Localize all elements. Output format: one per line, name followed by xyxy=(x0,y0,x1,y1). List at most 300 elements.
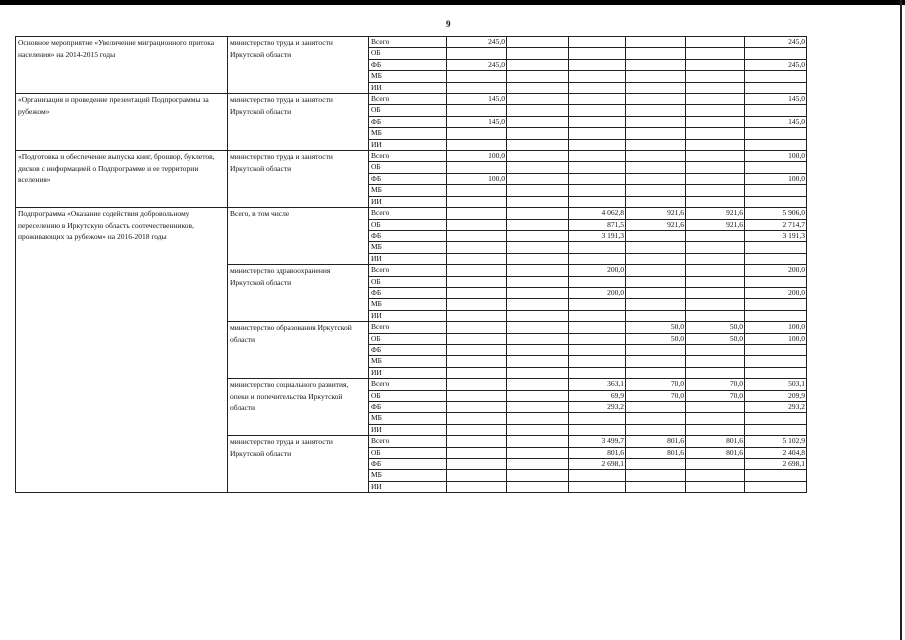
amount-cell xyxy=(569,116,626,127)
amount-cell xyxy=(686,48,745,59)
amount-cell: 2 714,7 xyxy=(745,219,807,230)
funding-source-cell: МБ xyxy=(369,185,447,196)
executor-cell: Всего, в том числе xyxy=(228,208,369,265)
amount-cell xyxy=(686,356,745,367)
amount-cell xyxy=(507,219,569,230)
amount-cell xyxy=(686,162,745,173)
amount-cell xyxy=(626,242,686,253)
amount-cell xyxy=(447,48,507,59)
amount-cell xyxy=(745,128,807,139)
funding-source-cell: ОБ xyxy=(369,447,447,458)
amount-cell xyxy=(447,356,507,367)
amount-cell xyxy=(569,481,626,492)
amount-cell xyxy=(507,151,569,162)
funding-source-cell: МБ xyxy=(369,242,447,253)
amount-cell xyxy=(686,287,745,298)
amount-cell: 3 499,7 xyxy=(569,436,626,447)
amount-cell xyxy=(447,253,507,264)
executor-cell: министерство здравоохранения Иркутской области xyxy=(228,265,369,322)
funding-source-cell: ИИ xyxy=(369,139,447,150)
amount-cell xyxy=(626,48,686,59)
amount-cell: 145,0 xyxy=(745,116,807,127)
amount-cell: 245,0 xyxy=(447,59,507,70)
amount-cell xyxy=(507,230,569,241)
amount-cell xyxy=(686,253,745,264)
amount-cell xyxy=(507,356,569,367)
amount-cell xyxy=(507,447,569,458)
activity-description: Основное мероприятие «Увеличение миграционного притока населения» на 2014-2015 годы xyxy=(16,37,228,94)
amount-cell xyxy=(686,196,745,207)
scan-right-border xyxy=(900,0,902,640)
amount-cell: 100,0 xyxy=(745,322,807,333)
amount-cell xyxy=(626,94,686,105)
amount-cell xyxy=(686,37,745,48)
amount-cell: 70,0 xyxy=(626,379,686,390)
amount-cell: 100,0 xyxy=(447,151,507,162)
amount-cell xyxy=(745,367,807,378)
amount-cell xyxy=(447,208,507,219)
table-row xyxy=(16,37,807,48)
funding-source-cell: Всего xyxy=(369,322,447,333)
amount-cell xyxy=(686,185,745,196)
amount-cell xyxy=(447,402,507,413)
amount-cell: 801,6 xyxy=(686,447,745,458)
executor-cell: министерство социального развития, опеки и попечительства Иркутской области xyxy=(228,379,369,436)
amount-cell xyxy=(507,82,569,93)
activity-description: Подпрограмма «Оказание содействия добровольному переселению в Иркутскую область соотечественников, проживающих за рубежом» на 2016-2018 годы xyxy=(16,208,228,493)
amount-cell xyxy=(686,459,745,470)
amount-cell xyxy=(745,82,807,93)
funding-source-cell: ОБ xyxy=(369,390,447,401)
amount-cell xyxy=(686,94,745,105)
amount-cell xyxy=(745,48,807,59)
amount-cell xyxy=(447,82,507,93)
amount-cell xyxy=(686,310,745,321)
funding-source-cell: ФБ xyxy=(369,59,447,70)
amount-cell xyxy=(507,287,569,298)
amount-cell xyxy=(745,310,807,321)
amount-cell: 2 698,1 xyxy=(745,459,807,470)
amount-cell xyxy=(686,470,745,481)
amount-cell xyxy=(447,413,507,424)
amount-cell xyxy=(447,128,507,139)
amount-cell xyxy=(569,151,626,162)
amount-cell: 200,0 xyxy=(569,265,626,276)
funding-source-cell: Всего xyxy=(369,379,447,390)
amount-cell xyxy=(569,196,626,207)
amount-cell: 200,0 xyxy=(745,265,807,276)
funding-source-cell: ИИ xyxy=(369,424,447,435)
amount-cell xyxy=(686,71,745,82)
amount-cell xyxy=(569,344,626,355)
amount-cell xyxy=(507,470,569,481)
amount-cell xyxy=(507,162,569,173)
amount-cell xyxy=(686,402,745,413)
amount-cell xyxy=(686,230,745,241)
amount-cell xyxy=(447,105,507,116)
amount-cell xyxy=(686,242,745,253)
amount-cell xyxy=(447,276,507,287)
amount-cell xyxy=(626,151,686,162)
amount-cell xyxy=(569,105,626,116)
amount-cell xyxy=(447,390,507,401)
amount-cell xyxy=(626,402,686,413)
amount-cell xyxy=(569,276,626,287)
funding-source-cell: ФБ xyxy=(369,344,447,355)
amount-cell xyxy=(686,59,745,70)
amount-cell: 2 404,8 xyxy=(745,447,807,458)
amount-cell xyxy=(447,265,507,276)
funding-source-cell: ИИ xyxy=(369,196,447,207)
amount-cell xyxy=(507,196,569,207)
amount-cell xyxy=(745,481,807,492)
amount-cell xyxy=(447,219,507,230)
amount-cell xyxy=(507,459,569,470)
amount-cell: 70,0 xyxy=(686,379,745,390)
amount-cell xyxy=(569,322,626,333)
amount-cell xyxy=(626,230,686,241)
amount-cell: 3 191,3 xyxy=(745,230,807,241)
amount-cell xyxy=(507,139,569,150)
amount-cell xyxy=(626,162,686,173)
amount-cell xyxy=(507,173,569,184)
amount-cell xyxy=(447,436,507,447)
amount-cell xyxy=(686,367,745,378)
funding-source-cell: ОБ xyxy=(369,48,447,59)
amount-cell: 100,0 xyxy=(745,333,807,344)
amount-cell xyxy=(626,37,686,48)
amount-cell xyxy=(507,390,569,401)
amount-cell xyxy=(569,59,626,70)
amount-cell xyxy=(447,230,507,241)
amount-cell: 145,0 xyxy=(447,94,507,105)
amount-cell xyxy=(569,139,626,150)
funding-source-cell: МБ xyxy=(369,71,447,82)
amount-cell xyxy=(507,105,569,116)
amount-cell: 100,0 xyxy=(447,173,507,184)
amount-cell xyxy=(447,344,507,355)
amount-cell xyxy=(447,71,507,82)
table-row xyxy=(16,151,807,162)
amount-cell xyxy=(447,242,507,253)
amount-cell xyxy=(507,333,569,344)
amount-cell xyxy=(507,481,569,492)
amount-cell xyxy=(507,71,569,82)
amount-cell xyxy=(626,367,686,378)
amount-cell xyxy=(447,322,507,333)
amount-cell xyxy=(447,481,507,492)
amount-cell xyxy=(626,59,686,70)
amount-cell xyxy=(569,162,626,173)
activity-description: «Организация и проведение презентаций Подпрограммы за рубежом» xyxy=(16,94,228,151)
amount-cell xyxy=(507,367,569,378)
funding-source-cell: Всего xyxy=(369,436,447,447)
funding-source-cell: МБ xyxy=(369,128,447,139)
amount-cell: 503,1 xyxy=(745,379,807,390)
scan-top-border xyxy=(0,0,905,5)
amount-cell xyxy=(626,310,686,321)
amount-cell xyxy=(626,139,686,150)
amount-cell: 209,9 xyxy=(745,390,807,401)
executor-cell: министерство труда и занятости Иркутской области xyxy=(228,94,369,151)
funding-source-cell: ИИ xyxy=(369,367,447,378)
amount-cell xyxy=(447,333,507,344)
executor-cell: министерство труда и занятости Иркутской области xyxy=(228,436,369,493)
amount-cell: 801,6 xyxy=(626,447,686,458)
funding-source-cell: ИИ xyxy=(369,310,447,321)
amount-cell: 70,0 xyxy=(626,390,686,401)
table-row xyxy=(16,208,807,219)
amount-cell xyxy=(507,116,569,127)
amount-cell: 50,0 xyxy=(626,333,686,344)
amount-cell xyxy=(626,459,686,470)
funding-source-cell: Всего xyxy=(369,37,447,48)
amount-cell xyxy=(447,367,507,378)
funding-source-cell: Всего xyxy=(369,208,447,219)
amount-cell: 801,6 xyxy=(569,447,626,458)
amount-cell xyxy=(447,310,507,321)
amount-cell xyxy=(569,48,626,59)
amount-cell xyxy=(626,481,686,492)
amount-cell: 4 062,8 xyxy=(569,208,626,219)
amount-cell xyxy=(626,424,686,435)
amount-cell xyxy=(569,128,626,139)
amount-cell: 921,6 xyxy=(686,208,745,219)
amount-cell xyxy=(745,242,807,253)
funding-source-cell: МБ xyxy=(369,470,447,481)
amount-cell xyxy=(686,265,745,276)
amount-cell: 5 102,9 xyxy=(745,436,807,447)
amount-cell xyxy=(626,185,686,196)
amount-cell xyxy=(569,37,626,48)
amount-cell xyxy=(686,173,745,184)
amount-cell xyxy=(569,367,626,378)
amount-cell xyxy=(745,299,807,310)
amount-cell xyxy=(686,413,745,424)
amount-cell xyxy=(626,287,686,298)
amount-cell xyxy=(569,185,626,196)
funding-source-cell: ФБ xyxy=(369,173,447,184)
amount-cell xyxy=(626,71,686,82)
funding-source-cell: МБ xyxy=(369,413,447,424)
funding-source-cell: МБ xyxy=(369,299,447,310)
amount-cell xyxy=(507,185,569,196)
amount-cell xyxy=(447,470,507,481)
amount-cell xyxy=(745,470,807,481)
amount-cell: 69,9 xyxy=(569,390,626,401)
executor-cell: министерство образования Иркутской области xyxy=(228,322,369,379)
amount-cell xyxy=(745,424,807,435)
amount-cell xyxy=(626,253,686,264)
amount-cell xyxy=(686,116,745,127)
amount-cell xyxy=(447,139,507,150)
executor-cell: министерство труда и занятости Иркутской области xyxy=(228,37,369,94)
amount-cell xyxy=(626,173,686,184)
amount-cell xyxy=(507,322,569,333)
funding-source-cell: ФБ xyxy=(369,230,447,241)
amount-cell xyxy=(626,413,686,424)
amount-cell: 5 906,0 xyxy=(745,208,807,219)
amount-cell xyxy=(507,265,569,276)
amount-cell xyxy=(569,310,626,321)
amount-cell xyxy=(447,379,507,390)
amount-cell xyxy=(447,162,507,173)
amount-cell xyxy=(569,413,626,424)
amount-cell xyxy=(745,139,807,150)
amount-cell xyxy=(745,71,807,82)
amount-cell xyxy=(686,128,745,139)
amount-cell xyxy=(626,276,686,287)
amount-cell xyxy=(507,37,569,48)
amount-cell xyxy=(626,105,686,116)
amount-cell: 293,2 xyxy=(745,402,807,413)
amount-cell xyxy=(507,299,569,310)
executor-cell: министерство труда и занятости Иркутской области xyxy=(228,151,369,208)
amount-cell xyxy=(745,356,807,367)
amount-cell xyxy=(507,424,569,435)
amount-cell xyxy=(745,344,807,355)
funding-source-cell: ИИ xyxy=(369,253,447,264)
amount-cell xyxy=(745,196,807,207)
amount-cell xyxy=(507,128,569,139)
funding-source-cell: ФБ xyxy=(369,116,447,127)
amount-cell xyxy=(745,253,807,264)
amount-cell xyxy=(745,185,807,196)
amount-cell xyxy=(507,242,569,253)
amount-cell: 200,0 xyxy=(569,287,626,298)
amount-cell xyxy=(447,196,507,207)
amount-cell xyxy=(507,48,569,59)
amount-cell xyxy=(626,344,686,355)
amount-cell xyxy=(569,299,626,310)
amount-cell xyxy=(507,436,569,447)
amount-cell xyxy=(569,333,626,344)
funding-source-cell: Всего xyxy=(369,94,447,105)
amount-cell xyxy=(686,424,745,435)
amount-cell: 145,0 xyxy=(745,94,807,105)
amount-cell xyxy=(626,299,686,310)
amount-cell xyxy=(507,94,569,105)
amount-cell xyxy=(447,424,507,435)
funding-source-cell: Всего xyxy=(369,151,447,162)
amount-cell: 100,0 xyxy=(745,173,807,184)
amount-cell: 245,0 xyxy=(447,37,507,48)
amount-cell xyxy=(626,128,686,139)
amount-cell: 801,6 xyxy=(626,436,686,447)
amount-cell xyxy=(569,173,626,184)
amount-cell xyxy=(507,310,569,321)
amount-cell: 50,0 xyxy=(686,322,745,333)
amount-cell: 921,6 xyxy=(686,219,745,230)
funding-source-cell: МБ xyxy=(369,356,447,367)
amount-cell: 3 191,3 xyxy=(569,230,626,241)
amount-cell: 245,0 xyxy=(745,37,807,48)
activity-description: «Подготовка и обеспечение выпуска книг, брошюр, буклетов, дисков с информацией о Подпрограмме и ее территории вселения» xyxy=(16,151,228,208)
page-number: 9 xyxy=(446,19,451,29)
amount-cell xyxy=(447,287,507,298)
amount-cell: 363,1 xyxy=(569,379,626,390)
amount-cell xyxy=(686,139,745,150)
amount-cell xyxy=(745,413,807,424)
amount-cell xyxy=(745,162,807,173)
funding-source-cell: ОБ xyxy=(369,162,447,173)
amount-cell xyxy=(686,82,745,93)
funding-source-cell: ОБ xyxy=(369,276,447,287)
amount-cell xyxy=(686,344,745,355)
amount-cell: 245,0 xyxy=(745,59,807,70)
amount-cell xyxy=(686,151,745,162)
amount-cell xyxy=(745,105,807,116)
amount-cell xyxy=(507,413,569,424)
amount-cell: 70,0 xyxy=(686,390,745,401)
amount-cell xyxy=(447,299,507,310)
amount-cell: 50,0 xyxy=(686,333,745,344)
amount-cell xyxy=(745,276,807,287)
amount-cell xyxy=(626,356,686,367)
amount-cell xyxy=(507,59,569,70)
funding-source-cell: ОБ xyxy=(369,333,447,344)
amount-cell xyxy=(507,402,569,413)
amount-cell xyxy=(686,481,745,492)
amount-cell: 921,6 xyxy=(626,208,686,219)
amount-cell xyxy=(686,276,745,287)
amount-cell: 50,0 xyxy=(626,322,686,333)
amount-cell: 293,2 xyxy=(569,402,626,413)
amount-cell xyxy=(626,265,686,276)
amount-cell xyxy=(569,82,626,93)
amount-cell xyxy=(569,242,626,253)
amount-cell xyxy=(569,356,626,367)
funding-source-cell: ИИ xyxy=(369,481,447,492)
amount-cell: 200,0 xyxy=(745,287,807,298)
amount-cell xyxy=(626,82,686,93)
amount-cell: 2 698,1 xyxy=(569,459,626,470)
amount-cell xyxy=(569,424,626,435)
amount-cell: 871,5 xyxy=(569,219,626,230)
amount-cell: 921,6 xyxy=(626,219,686,230)
funding-source-cell: ОБ xyxy=(369,105,447,116)
amount-cell xyxy=(447,447,507,458)
funding-table xyxy=(15,36,807,493)
amount-cell xyxy=(507,208,569,219)
amount-cell xyxy=(686,105,745,116)
amount-cell xyxy=(447,459,507,470)
amount-cell xyxy=(507,379,569,390)
amount-cell xyxy=(626,116,686,127)
amount-cell xyxy=(626,196,686,207)
funding-source-cell: ФБ xyxy=(369,287,447,298)
amount-cell xyxy=(507,276,569,287)
funding-source-cell: Всего xyxy=(369,265,447,276)
amount-cell xyxy=(569,470,626,481)
amount-cell: 801,6 xyxy=(686,436,745,447)
amount-cell xyxy=(569,253,626,264)
amount-cell xyxy=(626,470,686,481)
funding-source-cell: ОБ xyxy=(369,219,447,230)
amount-cell xyxy=(686,299,745,310)
amount-cell: 145,0 xyxy=(447,116,507,127)
amount-cell: 100,0 xyxy=(745,151,807,162)
amount-cell xyxy=(507,344,569,355)
amount-cell xyxy=(447,185,507,196)
table-row xyxy=(16,94,807,105)
amount-cell xyxy=(507,253,569,264)
funding-source-cell: ФБ xyxy=(369,459,447,470)
funding-source-cell: ИИ xyxy=(369,82,447,93)
amount-cell xyxy=(569,94,626,105)
funding-source-cell: ФБ xyxy=(369,402,447,413)
amount-cell xyxy=(569,71,626,82)
